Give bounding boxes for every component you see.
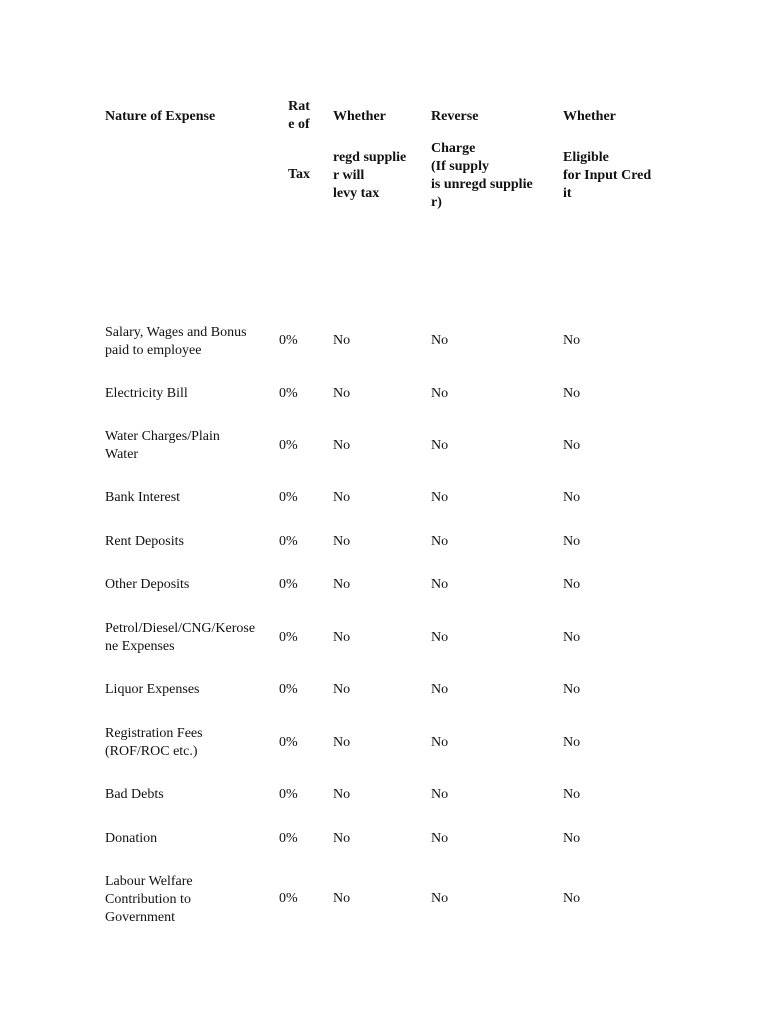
table-row-regd: No	[333, 534, 351, 549]
table-row-rate: 0%	[279, 831, 298, 846]
table-row-eligible: No	[563, 438, 581, 453]
table-row-reverse: No	[431, 630, 449, 645]
table-row-reverse: No	[431, 386, 449, 401]
table-row-rate: 0%	[279, 787, 298, 802]
table-row-rate: 0%	[279, 682, 298, 697]
table-row-eligible: No	[563, 682, 581, 697]
table-row-regd: No	[333, 787, 351, 802]
header-reverse-bottom: Charge (If supply is unregd supplie r)	[431, 141, 533, 210]
table-row-regd: No	[333, 630, 351, 645]
table-row-eligible: No	[563, 333, 581, 348]
table-row-regd: No	[333, 577, 351, 592]
table-row-nature: Salary, Wages and Bonus paid to employee	[105, 325, 247, 358]
table-row-reverse: No	[431, 891, 449, 906]
table-row-reverse: No	[431, 490, 449, 505]
table-row-nature: Labour Welfare Contribution to Government	[105, 874, 193, 925]
header-rate-bottom: Tax	[287, 167, 311, 182]
table-row-reverse: No	[431, 831, 449, 846]
table-row-regd: No	[333, 386, 351, 401]
table-row-rate: 0%	[279, 534, 298, 549]
header-eligible-top: Whether	[563, 109, 616, 124]
table-row-rate: 0%	[279, 438, 298, 453]
table-row-nature: Donation	[105, 831, 158, 846]
table-row-reverse: No	[431, 682, 449, 697]
table-row-eligible: No	[563, 577, 581, 592]
table-row-rate: 0%	[279, 333, 298, 348]
table-row-eligible: No	[563, 831, 581, 846]
table-row-rate: 0%	[279, 490, 298, 505]
table-row-regd: No	[333, 490, 351, 505]
table-row-rate: 0%	[279, 735, 298, 750]
header-regd-bottom: regd supplie r will levy tax	[333, 150, 407, 201]
header-eligible-bottom: Eligible for Input Cred it	[563, 150, 652, 201]
table-row-nature: Registration Fees (ROF/ROC etc.)	[105, 726, 203, 759]
table-row-nature: Water Charges/Plain Water	[105, 429, 220, 462]
table-row-eligible: No	[563, 891, 581, 906]
table-row-eligible: No	[563, 735, 581, 750]
table-row-eligible: No	[563, 534, 581, 549]
table-row-reverse: No	[431, 577, 449, 592]
table-row-reverse: No	[431, 333, 449, 348]
table-row-rate: 0%	[279, 891, 298, 906]
header-regd-top: Whether	[333, 109, 386, 124]
table-row-eligible: No	[563, 787, 581, 802]
table-row-regd: No	[333, 735, 351, 750]
table-row-reverse: No	[431, 438, 449, 453]
table-row-regd: No	[333, 831, 351, 846]
table-row-nature: Electricity Bill	[105, 386, 188, 401]
table-row-nature: Liquor Expenses	[105, 682, 200, 697]
table-row-rate: 0%	[279, 577, 298, 592]
table-row-rate: 0%	[279, 630, 298, 645]
table-row-regd: No	[333, 891, 351, 906]
table-row-regd: No	[333, 333, 351, 348]
table-row-eligible: No	[563, 490, 581, 505]
table-row-reverse: No	[431, 534, 449, 549]
header-nature-of-expense: Nature of Expense	[105, 109, 216, 124]
table-row-regd: No	[333, 682, 351, 697]
header-reverse-top: Reverse	[431, 109, 479, 124]
table-row-nature: Bank Interest	[105, 490, 181, 505]
table-row-eligible: No	[563, 630, 581, 645]
table-row-nature: Rent Deposits	[105, 534, 184, 549]
table-row-rate: 0%	[279, 386, 298, 401]
table-row-reverse: No	[431, 787, 449, 802]
table-row-nature: Bad Debts	[105, 787, 164, 802]
header-rate-top: Rat e of	[288, 99, 310, 132]
table-row-regd: No	[333, 438, 351, 453]
table-row-eligible: No	[563, 386, 581, 401]
table-row-reverse: No	[431, 735, 449, 750]
table-row-nature: Petrol/Diesel/CNG/Kerose ne Expenses	[105, 621, 256, 654]
table-row-nature: Other Deposits	[105, 577, 190, 592]
